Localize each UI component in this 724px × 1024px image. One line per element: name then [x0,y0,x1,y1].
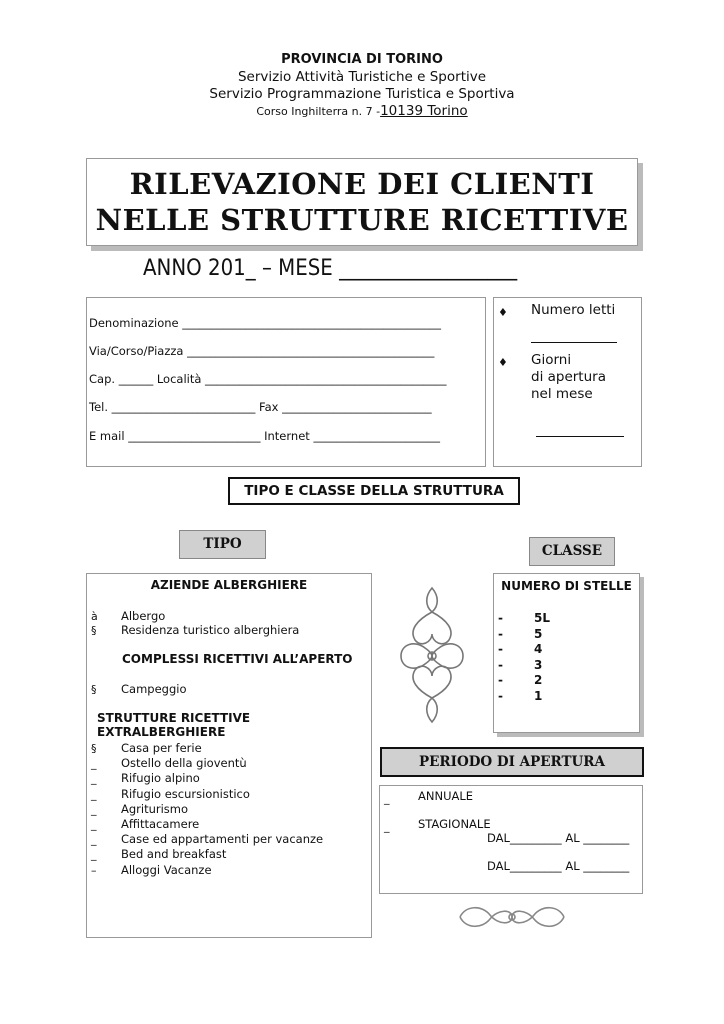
stelle-dash: - [498,673,503,687]
stelle-option[interactable] [498,611,550,627]
anno-mese-field[interactable]: ANNO 201_ – MESE __________________ [143,256,518,281]
residenza-bullet: § [91,624,97,637]
extra-label: Ostello della gioventù [121,756,247,771]
periodo-title: PERIODO DI APERTURA [380,747,644,777]
title-line-2: NELLE STRUTTURE RICETTIVE [95,203,629,237]
extra-label: Bed and breakfast [121,847,227,862]
albergo-label: Albergo [121,609,166,623]
address-street: Corso Inghilterra n. 7 - [256,105,381,118]
extra-label: Case ed appartamenti per vacanze [121,832,324,847]
stelle-dash: - [498,611,503,625]
email-internet-field[interactable]: E mail _______________________ Internet ______________________ [89,429,440,443]
giorni-line[interactable] [536,436,624,437]
campeggio-option[interactable] [91,682,187,696]
stelle-dash: - [498,642,503,656]
extra-option[interactable] [91,741,323,756]
header-address [0,103,724,119]
header-service-2: Servizio Programmazione Turistica e Sportiva [209,86,515,102]
stagionale-bullet: _ [384,820,390,833]
campeggio-bullet: § [91,683,97,696]
extra-list [91,741,323,878]
residenza-option[interactable] [91,623,299,637]
tipo-classe-title: TIPO E CLASSE DELLA STRUTTURA [228,477,520,505]
extra-title: STRUTTURE RICETTIVE EXTRALBERGHIERE [97,711,251,739]
aperto-title: COMPLESSI RICETTIVI ALL’APERTO [122,652,353,666]
denominazione-field[interactable]: Denominazione _____________________________________________ [89,316,442,330]
extra-bullet: § [91,742,97,755]
diamond-bullet-icon: ♦ [498,306,508,319]
giorni-line-1: Giorni [531,352,572,368]
extra-option[interactable] [91,787,323,802]
extra-option[interactable] [91,847,323,862]
info-box [86,297,486,467]
stelle-value: 2 [534,673,543,687]
dal-al-field-1[interactable]: DAL_________ AL ________ [487,831,630,845]
side-box [493,297,642,467]
extra-label: Rifugio alpino [121,771,200,786]
alberghiere-title: AZIENDE ALBERGHIERE [150,578,308,592]
giorni-line-3: nel mese [531,386,593,402]
stelle-value: 1 [534,688,543,703]
stelle-list [498,611,550,704]
ornament-horizontal-icon [456,901,568,933]
extra-bullet: _ [91,833,97,847]
giorni-label [531,352,606,403]
extra-bullet: _ [91,848,97,862]
diamond-bullet-icon: ♦ [498,356,508,369]
extra-option[interactable] [91,771,323,786]
extra-option[interactable] [91,756,323,771]
giorni-line-2: di apertura [531,369,606,385]
stelle-dash: - [498,657,503,672]
dal-al-field-2[interactable]: DAL_________ AL ________ [487,859,630,873]
extra-bullet: _ [91,787,97,801]
annuale-option[interactable]: ANNUALE [418,789,474,803]
ornament-vertical-icon [395,586,469,724]
stelle-title: NUMERO DI STELLE [501,579,632,593]
header-service-1: Servizio Attività Turistiche e Sportive [237,69,487,85]
header-province: PROVINCIA DI TORINO [281,52,443,67]
stelle-option[interactable] [498,627,550,643]
tipo-box [86,573,372,938]
periodo-box [379,785,643,894]
cap-field[interactable]: Cap. ______ Località __________________________________________ [89,372,447,386]
stelle-value: 5L [534,611,550,625]
via-field[interactable]: Via/Corso/Piazza ___________________________________________ [89,344,435,358]
stelle-dash: - [498,688,503,703]
stelle-option[interactable] [498,642,550,658]
classe-label: CLASSE [529,537,615,566]
albergo-option[interactable] [91,609,165,623]
extra-label: Casa per ferie [121,741,202,755]
extra-option[interactable] [91,802,323,817]
extra-option[interactable] [91,863,323,878]
tel-fax-field[interactable]: Tel. _________________________ Fax __________________________ [89,400,432,414]
stelle-dash: - [498,626,503,641]
stelle-option[interactable] [498,689,550,705]
extra-label: Affittacamere [121,817,200,832]
albergo-bullet: à [91,610,98,623]
title-line-1: RILEVAZIONE DEI CLIENTI [129,167,595,201]
tipo-label: TIPO [179,530,266,559]
extra-bullet: _ [91,802,97,816]
stagionale-option[interactable]: STAGIONALE [418,817,491,831]
extra-bullet: – [91,863,97,877]
stelle-value: 4 [534,642,543,656]
address-city: 10139 Torino [380,103,468,119]
numero-letti-label: Numero letti [531,302,616,318]
extra-option[interactable] [91,832,323,847]
campeggio-label: Campeggio [121,682,187,696]
stelle-value: 5 [534,626,543,641]
extra-label: Alloggi Vacanze [121,862,212,877]
extra-bullet: _ [91,757,97,771]
stelle-option[interactable] [498,673,550,689]
extra-option[interactable] [91,817,323,832]
extra-bullet: _ [91,818,97,832]
annuale-bullet: _ [384,792,390,805]
extra-label: Rifugio escursionistico [121,786,250,801]
stelle-box [493,573,640,733]
stelle-option[interactable] [498,658,550,674]
title-box [86,158,638,246]
numero-letti-line[interactable] [531,342,617,343]
residenza-label: Residenza turistico alberghiera [121,623,300,637]
extra-label: Agriturismo [121,801,189,816]
stelle-value: 3 [534,657,543,672]
extra-bullet: _ [91,772,97,786]
